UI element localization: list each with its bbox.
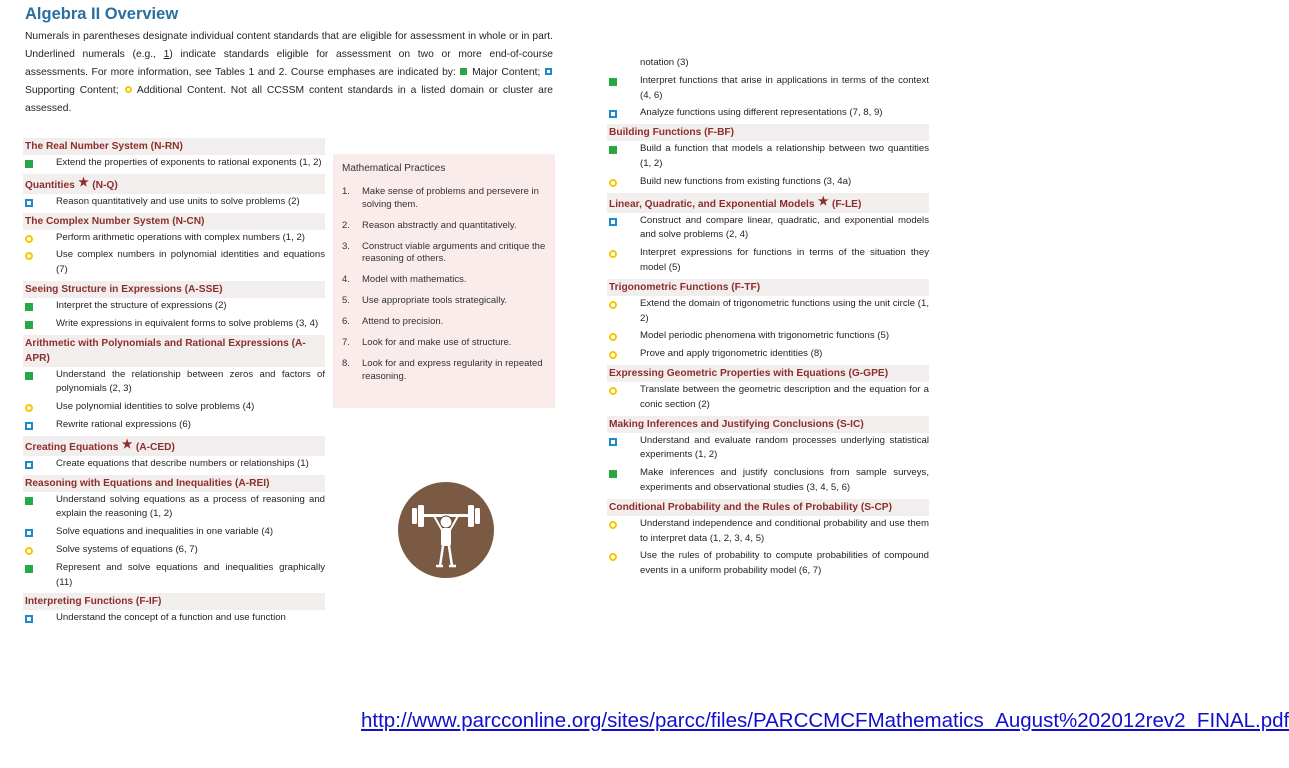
practice-text: Construct viable arguments and critique the reasoning of others. xyxy=(362,240,546,264)
standard-text: Perform arithmetic operations with complex numbers (1, 2) xyxy=(56,231,305,243)
practice-number: 3. xyxy=(342,240,350,252)
additional-content-icon xyxy=(25,252,33,260)
standard-text: Use the rules of probability to compute probabilities of compound events in a uniform probability model (6, 7) xyxy=(640,550,929,577)
additional-content-icon xyxy=(25,404,33,412)
standard-text: Build a function that models a relationship between two quantities (1, 2) xyxy=(640,143,929,169)
practice-text: Look for and express regularity in repeated reasoning. xyxy=(362,358,543,382)
standard-text: Understand solving equations as a process of reasoning and explain the reasoning (1, 2) xyxy=(56,493,325,520)
supporting-content-icon xyxy=(545,68,552,75)
legend-supporting: Supporting Content; xyxy=(25,85,119,96)
practice-text: Use appropriate tools strategically. xyxy=(362,295,508,306)
standard-item xyxy=(607,56,929,71)
practices-title: Mathematical Practices xyxy=(342,163,446,174)
standard-text: notation (3) xyxy=(640,57,689,68)
practice-item xyxy=(333,186,555,211)
standard-text: Interpret functions that arise in applications in terms of the context (4, 6) xyxy=(640,74,929,101)
practice-item xyxy=(333,241,555,266)
standard-text: Solve equations and inequalities in one variable (4) xyxy=(56,526,274,538)
additional-content-icon xyxy=(609,351,617,359)
weightlifter-icon xyxy=(398,482,494,578)
domain-heading xyxy=(607,365,929,382)
practice-item xyxy=(333,295,555,308)
supporting-content-icon xyxy=(25,422,33,430)
standard-text: Write expressions in equivalent forms to solve problems (3, 4) xyxy=(56,317,319,329)
domain-code: (F-LE) xyxy=(831,198,862,210)
major-content-icon xyxy=(25,372,33,380)
standard-item xyxy=(23,156,325,171)
domain-heading xyxy=(607,124,929,141)
supporting-content-icon xyxy=(609,438,617,446)
domain-heading-text: Linear, Quadratic, and Exponential Models xyxy=(609,198,815,210)
modeling-star-icon: ★ xyxy=(814,193,832,208)
left-standards-column xyxy=(23,137,325,629)
major-content-icon xyxy=(609,470,617,478)
domain-heading-text: Interpreting Functions (F-IF) xyxy=(25,596,162,608)
modeling-star-icon: ★ xyxy=(118,436,136,451)
standard-text: Reason quantitatively and use units to solve problems (2) xyxy=(56,195,300,207)
practices-list xyxy=(333,186,555,383)
domain-heading xyxy=(23,475,325,492)
standard-text: Solve systems of equations (6, 7) xyxy=(56,543,198,555)
standard-item xyxy=(607,549,929,579)
practice-text: Look for and make use of structure. xyxy=(362,337,512,348)
standard-item xyxy=(23,195,325,210)
practice-item xyxy=(333,316,555,329)
domain-heading xyxy=(23,138,325,155)
standard-item xyxy=(23,368,325,398)
major-content-icon xyxy=(25,565,33,573)
additional-content-icon xyxy=(25,547,33,555)
supporting-content-icon xyxy=(25,615,33,623)
domain-heading xyxy=(23,174,325,194)
intro-text-1: Numerals in parentheses designate individual content standards that are eligible for assessment in whole or in part. Underlined numerals (e.g., xyxy=(25,31,553,60)
standard-item xyxy=(23,299,325,314)
standard-item xyxy=(607,517,929,547)
standard-item xyxy=(23,457,325,472)
standard-item xyxy=(607,74,929,104)
standard-item xyxy=(607,329,929,344)
standard-text: Translate between the geometric description and the equation for a conic section (2) xyxy=(640,383,929,410)
domain-code: (A-CED) xyxy=(135,441,175,453)
practice-number: 8. xyxy=(342,358,350,369)
standard-text: Extend the domain of trigonometric functions using the unit circle (1, 2) xyxy=(640,297,929,324)
standard-text: Understand the concept of a function and use function xyxy=(56,612,286,624)
major-content-icon xyxy=(25,160,33,168)
domain-heading xyxy=(607,499,929,516)
additional-content-icon xyxy=(609,301,617,309)
standard-text: Understand independence and conditional probability and use them to interpret data (1, 2, 3, 4, 5) xyxy=(640,517,929,544)
major-content-icon xyxy=(25,303,33,311)
standard-item xyxy=(23,525,325,540)
standard-text: Understand and evaluate random processes underlying statistical experiments (1, 2) xyxy=(640,434,929,461)
modeling-star-icon: ★ xyxy=(74,174,93,189)
standard-item xyxy=(607,383,929,413)
major-content-icon xyxy=(609,146,617,154)
domain-heading xyxy=(23,335,325,367)
standard-item xyxy=(607,175,929,190)
domain-heading xyxy=(23,593,325,610)
domain-heading xyxy=(607,193,929,213)
practice-number: 6. xyxy=(342,316,350,327)
practice-text: Make sense of problems and persevere in solving them. xyxy=(362,186,539,210)
additional-content-icon xyxy=(609,521,617,529)
standard-text: Use complex numbers in polynomial identities and equations (7) xyxy=(56,249,325,276)
standard-item xyxy=(607,297,929,327)
standard-text: Use polynomial identities to solve problems (4) xyxy=(56,401,255,413)
domain-heading xyxy=(23,281,325,298)
supporting-content-icon xyxy=(609,218,617,226)
practice-text: Attend to precision. xyxy=(362,316,444,327)
standard-text: Build new functions from existing functions (3, 4a) xyxy=(640,175,852,187)
domain-heading-text: Trigonometric Functions (F-TF) xyxy=(609,281,761,293)
standard-item xyxy=(23,561,325,591)
domain-heading-text: The Real Number System (N-RN) xyxy=(25,141,183,152)
domain-heading-text: Seeing Structure in Expressions (A-SSE) xyxy=(25,283,223,295)
supporting-content-icon xyxy=(609,110,617,118)
domain-heading-text: Quantities xyxy=(25,179,75,191)
standard-text: Represent and solve equations and inequalities graphically (11) xyxy=(56,561,325,588)
standard-item xyxy=(607,142,929,172)
standard-item xyxy=(23,543,325,558)
practice-text: Reason abstractly and quantitatively. xyxy=(362,219,517,231)
standard-item xyxy=(23,611,325,626)
domain-heading-text: Reasoning with Equations and Inequalities (A-REI) xyxy=(25,477,270,489)
domain-heading xyxy=(23,436,325,456)
domain-heading-text: The Complex Number System (N-CN) xyxy=(25,215,205,227)
standard-text: Prove and apply trigonometric identities (8) xyxy=(640,348,823,360)
domain-heading-text: Arithmetic with Polynomials and Rational Expressions (A-APR) xyxy=(25,337,306,364)
domain-heading-text: Expressing Geometric Properties with Equations (G-GPE) xyxy=(609,367,889,379)
standard-text: Create equations that describe numbers or relationships (1) xyxy=(56,457,309,469)
standard-item xyxy=(607,214,929,244)
practice-number: 2. xyxy=(342,219,350,231)
domain-heading xyxy=(607,416,929,433)
mathematical-practices-box xyxy=(333,154,555,408)
domain-heading-text: Building Functions (F-BF) xyxy=(609,127,735,139)
major-content-icon xyxy=(609,78,617,86)
standard-item xyxy=(607,347,929,362)
legend-major: Major Content; xyxy=(472,67,541,78)
practice-item xyxy=(333,337,555,350)
domain-code: (N-Q) xyxy=(92,179,118,191)
practice-number: 1. xyxy=(342,186,350,197)
standard-item xyxy=(607,106,929,121)
practice-item xyxy=(333,274,555,287)
standard-text: Model periodic phenomena with trigonometric functions (5) xyxy=(640,330,890,342)
additional-content-icon xyxy=(609,250,617,258)
practice-number: 5. xyxy=(342,295,350,306)
page-title: Algebra II Overview xyxy=(25,5,179,23)
standard-text: Analyze functions using different representations (7, 8, 9) xyxy=(640,107,883,119)
practice-item xyxy=(333,220,555,233)
supporting-content-icon xyxy=(25,461,33,469)
standard-text: Extend the properties of exponents to rational exponents (1, 2) xyxy=(56,157,322,168)
standard-item xyxy=(607,246,929,276)
intro-text-2: ) indicate standards eligible for assessment on two or more end-of-course assessments. For more information, see Tables 1 and 2. Course emphases are indicated by: xyxy=(25,49,553,78)
standard-text: Construct and compare linear, quadratic, and exponential models and solve problems (2, 4) xyxy=(640,214,929,241)
standard-item xyxy=(23,231,325,246)
standard-item xyxy=(23,317,325,332)
practice-text: Model with mathematics. xyxy=(362,274,467,285)
additional-content-icon xyxy=(609,333,617,341)
intro-paragraph xyxy=(25,28,553,118)
standard-text: Make inferences and justify conclusions from sample surveys, experiments and observational studies (3, 4, 5, 6) xyxy=(640,467,929,493)
standard-item xyxy=(607,466,929,496)
source-link[interactable]: http://www.parcconline.org/sites/parcc/files/PARCCMCFMathematics_August%202012rev2_FINAL.pdf xyxy=(361,709,1289,732)
standard-text: Understand the relationship between zeros and factors of polynomials (2, 3) xyxy=(56,368,325,395)
major-content-icon xyxy=(460,68,467,75)
additional-content-icon xyxy=(25,235,33,243)
standard-text: Interpret expressions for functions in terms of the situation they model (5) xyxy=(640,247,929,273)
standard-item xyxy=(23,248,325,278)
supporting-content-icon xyxy=(25,199,33,207)
legend-additional: Additional Content. Not all CCSSM content standards in a listed domain or cluster are assessed. xyxy=(25,85,553,114)
domain-heading-text: Making Inferences and Justifying Conclusions (S-IC) xyxy=(609,418,864,430)
right-standards-column xyxy=(607,55,929,582)
standard-item xyxy=(23,493,325,523)
additional-content-icon xyxy=(609,553,617,561)
standard-text: Rewrite rational expressions (6) xyxy=(56,418,191,430)
standard-item xyxy=(23,400,325,415)
domain-heading-text: Conditional Probability and the Rules of Probability (S-CP) xyxy=(609,501,892,513)
major-content-icon xyxy=(25,497,33,505)
standard-item xyxy=(23,418,325,433)
additional-content-icon xyxy=(609,179,617,187)
standard-text: Interpret the structure of expressions (2) xyxy=(56,299,227,311)
major-content-icon xyxy=(25,321,33,329)
domain-heading-text: Creating Equations xyxy=(25,441,119,453)
practice-item xyxy=(333,358,555,383)
additional-content-icon xyxy=(125,86,132,93)
intro-example-numeral: 1 xyxy=(163,49,170,60)
domain-heading xyxy=(23,213,325,230)
practice-number: 4. xyxy=(342,274,350,285)
standard-item xyxy=(607,434,929,464)
domain-heading xyxy=(607,279,929,296)
additional-content-icon xyxy=(609,387,617,395)
practice-number: 7. xyxy=(342,337,350,348)
supporting-content-icon xyxy=(25,529,33,537)
